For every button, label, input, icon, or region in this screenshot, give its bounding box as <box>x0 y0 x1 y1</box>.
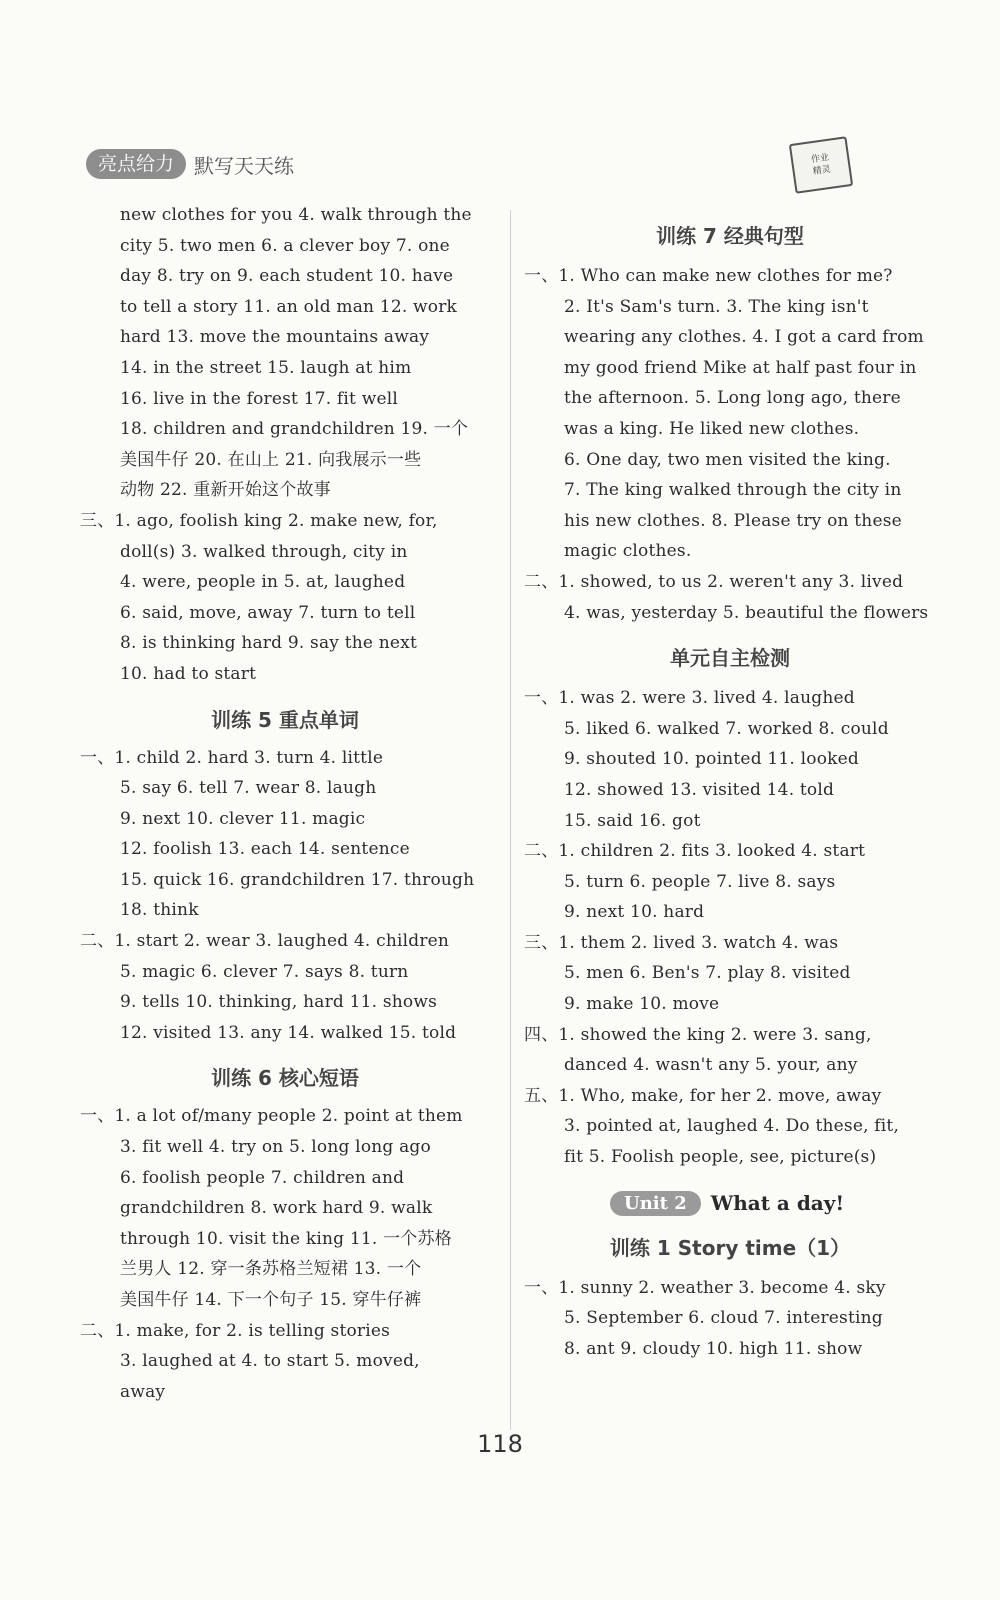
answer-line: through 10. visit the king 11. 一个苏格 <box>120 1228 452 1249</box>
answers-group <box>80 743 490 1049</box>
answers-group <box>80 1101 490 1407</box>
answers-group <box>524 261 936 628</box>
answer-line: 7. The king walked through the city in <box>564 480 902 501</box>
answer-line: 兰男人 12. 穿一条苏格兰短裙 13. 一个 <box>120 1259 422 1280</box>
answer-line: wearing any clothes. 4. I got a card from <box>564 327 924 348</box>
answer-line: new clothes for you 4. walk through the <box>120 205 472 225</box>
answer-line: hard 13. move the mountains away <box>120 327 430 348</box>
answer-line: 9. tells 10. thinking, hard 11. shows <box>120 992 438 1013</box>
stamp-logo <box>789 136 853 194</box>
answer-line: to tell a story 11. an old man 12. work <box>120 296 458 317</box>
answer-line: 二、1. start 2. wear 3. laughed 4. children <box>80 931 450 952</box>
answer-line: 18. think <box>120 900 199 921</box>
answer-line: 9. make 10. move <box>564 994 720 1015</box>
answer-line: 10. had to start <box>120 663 257 684</box>
answer-line: 12. foolish 13. each 14. sentence <box>120 839 410 860</box>
section-title-training-5: 训练 5 重点单词 <box>211 707 359 732</box>
answer-line: 一、1. sunny 2. weather 3. become 4. sky <box>524 1277 886 1298</box>
unit-title: What a day! <box>710 1191 845 1216</box>
page-header <box>86 146 294 182</box>
stamp-text-2: 精灵 <box>812 164 832 178</box>
answer-line: 二、1. children 2. fits 3. looked 4. start <box>524 841 866 862</box>
answer-line: 9. next 10. clever 11. magic <box>120 808 366 829</box>
answer-line: 一、1. was 2. were 3. lived 4. laughed <box>524 688 855 709</box>
answer-line: my good friend Mike at half past four in <box>564 357 917 378</box>
answer-line: 15. said 16. got <box>564 810 701 831</box>
answer-line: 8. ant 9. cloudy 10. high 11. show <box>564 1338 863 1359</box>
left-column <box>80 200 490 1407</box>
answer-line: away <box>120 1381 166 1402</box>
answer-line: grandchildren 8. work hard 9. walk <box>120 1198 433 1219</box>
answer-line: 14. in the street 15. laugh at him <box>120 357 412 378</box>
section-title-unit-test: 单元自主检测 <box>670 646 790 671</box>
answer-line: 美国牛仔 20. 在山上 21. 向我展示一些 <box>120 449 422 470</box>
answer-line: 美国牛仔 14. 下一个句子 15. 穿牛仔裤 <box>120 1290 422 1310</box>
section-title-training-6: 训练 6 核心短语 <box>211 1066 359 1091</box>
answer-line: 动物 22. 重新开始这个故事 <box>120 480 331 501</box>
answer-line: 9. next 10. hard <box>564 902 705 923</box>
answer-line: 9. shouted 10. pointed 11. looked <box>564 749 859 770</box>
unit-badge: Unit 2 <box>610 1191 701 1216</box>
answer-line: 12. visited 13. any 14. walked 15. told <box>120 1022 457 1043</box>
answers-group <box>524 1273 936 1365</box>
answer-line: 18. children and grandchildren 19. 一个 <box>120 419 469 440</box>
answer-line: 二、1. make, for 2. is telling stories <box>80 1320 391 1341</box>
column-divider <box>510 210 511 1430</box>
section-title-story-time: 训练 1 Story time（1） <box>609 1235 851 1260</box>
page-number: 118 <box>477 1430 523 1458</box>
answer-line: 6. said, move, away 7. turn to tell <box>120 602 416 623</box>
stamp-text-1: 作业 <box>810 152 830 166</box>
answer-line: city 5. two men 6. a clever boy 7. one <box>120 235 450 256</box>
unit-heading <box>610 1191 936 1216</box>
answer-line: 四、1. showed the king 2. were 3. sang, <box>524 1024 872 1045</box>
answer-line: 4. were, people in 5. at, laughed <box>120 572 406 593</box>
answer-line: 3. laughed at 4. to start 5. moved, <box>120 1351 420 1372</box>
answer-line: day 8. try on 9. each student 10. have <box>120 266 454 287</box>
answer-line: 3. fit well 4. try on 5. long long ago <box>120 1137 431 1158</box>
answer-line: 3. pointed at, laughed 4. Do these, fit, <box>564 1116 900 1137</box>
answer-line: fit 5. Foolish people, see, picture(s) <box>564 1147 877 1168</box>
answer-line: 8. is thinking hard 9. say the next <box>120 633 417 654</box>
answer-line: doll(s) 3. walked through, city in <box>120 541 408 562</box>
brand-badge: 亮点给力 <box>86 149 186 179</box>
answer-line: 一、1. Who can make new clothes for me? <box>524 266 893 286</box>
answer-line: 5. turn 6. people 7. live 8. says <box>564 871 836 892</box>
answer-line: 一、1. child 2. hard 3. turn 4. little <box>80 747 384 768</box>
answers-group <box>524 683 936 1173</box>
answer-line: 4. was, yesterday 5. beautiful the flowers <box>564 602 929 623</box>
answer-line: was a king. He liked new clothes. <box>564 418 860 439</box>
answer-line: 12. showed 13. visited 14. told <box>564 779 835 800</box>
answer-line: 6. foolish people 7. children and <box>120 1167 405 1188</box>
answer-line: 16. live in the forest 17. fit well <box>120 388 398 409</box>
answer-line: 15. quick 16. grandchildren 17. through <box>120 869 475 890</box>
right-column <box>524 200 936 1364</box>
section-title-training-7: 训练 7 经典句型 <box>656 224 804 248</box>
answer-line: 二、1. showed, to us 2. weren't any 3. lived <box>524 571 904 592</box>
answer-line: 三、1. ago, foolish king 2. make new, for, <box>80 510 438 531</box>
answer-line: 一、1. a lot of/many people 2. point at them <box>80 1106 463 1127</box>
answer-line: danced 4. wasn't any 5. your, any <box>564 1055 858 1076</box>
answer-line: 2. It's Sam's turn. 3. The king isn't <box>564 296 869 317</box>
answer-line: 5. say 6. tell 7. wear 8. laugh <box>120 778 377 799</box>
answer-line: his new clothes. 8. Please try on these <box>564 510 902 531</box>
answer-line: 6. One day, two men visited the king. <box>564 449 891 470</box>
answer-line: 5. men 6. Ben's 7. play 8. visited <box>564 963 851 984</box>
answer-line: 三、1. them 2. lived 3. watch 4. was <box>524 932 839 953</box>
answer-line: 五、1. Who, make, for her 2. move, away <box>524 1085 882 1106</box>
answer-line: magic clothes. <box>564 541 692 562</box>
answer-line: 5. September 6. cloud 7. interesting <box>564 1308 883 1329</box>
header-title: 默写天天练 <box>194 153 295 178</box>
answer-line: 5. magic 6. clever 7. says 8. turn <box>120 961 409 982</box>
answer-line: the afternoon. 5. Long long ago, there <box>564 388 901 409</box>
answer-line: 5. liked 6. walked 7. worked 8. could <box>564 718 889 739</box>
answers-group <box>80 200 490 690</box>
